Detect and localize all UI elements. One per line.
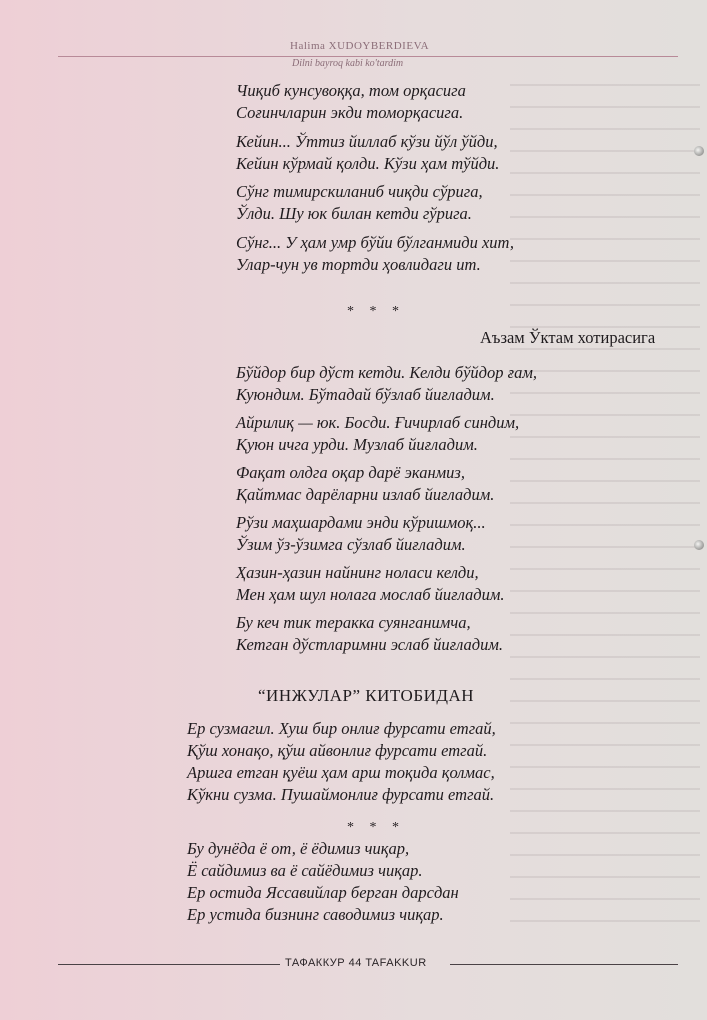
poem-line: Қуюн ичга урди. Музлаб йиғладим. [236, 435, 478, 454]
poem-line: Фақат олдга оқар дарё эканмиз, [236, 463, 465, 482]
poem-line: Куюндим. Бўтадай бўзлаб йиғладим. [236, 385, 495, 404]
stanza [236, 131, 499, 175]
footer-divider-right [450, 964, 678, 965]
stanza [236, 512, 486, 556]
header-book-title: Dilni bayroq kabi ko'tardim [292, 58, 404, 69]
poem-line: Ўлди. Шу юк билан кетди гўрига. [236, 204, 472, 223]
poem-line: Ер устида бизнинг саводимиз чиқар. [187, 905, 444, 924]
poem-line: Сўнг... У ҳам умр бўйи бўлганмиди хит, [236, 233, 514, 252]
binding-hole-icon [694, 146, 704, 156]
poem-line: Ҳазин-ҳазин найнинг ноласи келди, [236, 563, 479, 582]
poem-line: Аршга етган қуёш ҳам арш тоқида қолмас, [187, 763, 495, 782]
poem-line: Бу дунёда ё от, ё ёдимиз чиқар, [187, 839, 410, 858]
stanza [236, 232, 514, 276]
poem-line: Ер остида Яссавийлар берган дарсдан [187, 883, 459, 902]
stanza [236, 412, 519, 456]
poem-line: Ё сайдимиз ва ё сайёдимиз чиқар. [187, 861, 423, 880]
bleed-through-text [510, 70, 700, 930]
stanza [236, 562, 505, 606]
section-heading: “ИНЖУЛАР” КИТОБИДАН [258, 686, 475, 705]
poem-line: Ер сузмагил. Хуш бир онлиғ фурсати етгай, [187, 719, 496, 738]
section-separator: * * * [347, 304, 405, 319]
poem-line: Қайтмас дарёларни излаб йиғладим. [236, 485, 495, 504]
poem-line: Соғинчларин экди томорқасига. [236, 103, 464, 122]
section-separator: * * * [347, 820, 405, 835]
dedication: Аъзам Ўктам хотирасига [480, 328, 656, 347]
stanza [236, 80, 466, 124]
poem-line: Чиқиб кунсувоққа, том орқасига [236, 81, 466, 100]
poem-line: Бўйдор бир дўст кетди. Келди бўйдор ғам, [236, 363, 537, 382]
page-footer: ТАФАККУР 44 TAFAKKUR [285, 957, 427, 969]
stanza [236, 181, 483, 225]
stanza [236, 462, 494, 506]
poem-line: Кетган дўстларимни эслаб йиғладим. [236, 635, 503, 654]
binding-hole-icon [694, 540, 704, 550]
stanza [187, 718, 496, 806]
poem-line: Рўзи маҳшардами энди кўришмоқ... [236, 513, 486, 532]
footer-divider-left [58, 964, 280, 965]
header-divider [58, 56, 678, 57]
poem-line: Кейин... Ўттиз йиллаб кўзи йўл ўйди, [236, 132, 498, 151]
stanza [187, 838, 459, 926]
poem-line: Қўш хонақо, қўш айвонлиғ фурсати етгай. [187, 741, 488, 760]
poem-line: Кейин кўрмай қолди. Кўзи ҳам тўйди. [236, 154, 500, 173]
poem-line: Мен ҳам шул нолага мослаб йиғладим. [236, 585, 505, 604]
stanza [236, 612, 503, 656]
poem-line: Улар-чун ув тортди ҳовлидаги ит. [236, 255, 481, 274]
poem-line: Бу кеч тик теракка суянганимча, [236, 613, 471, 632]
poem-line: Кўкни сузма. Пушаймонлиғ фурсати етгай. [187, 785, 495, 804]
poem-line: Ўзим ўз-ўзимга сўзлаб йиғладим. [236, 535, 466, 554]
poem-line: Айрилиқ — юк. Босди. Ғичирлаб синдим, [236, 413, 520, 432]
stanza [236, 362, 537, 406]
poem-line: Сўнг тимирскиланиб чиқди сўрига, [236, 182, 483, 201]
header-author: Halima XUDOYBERDIEVA [290, 40, 430, 52]
